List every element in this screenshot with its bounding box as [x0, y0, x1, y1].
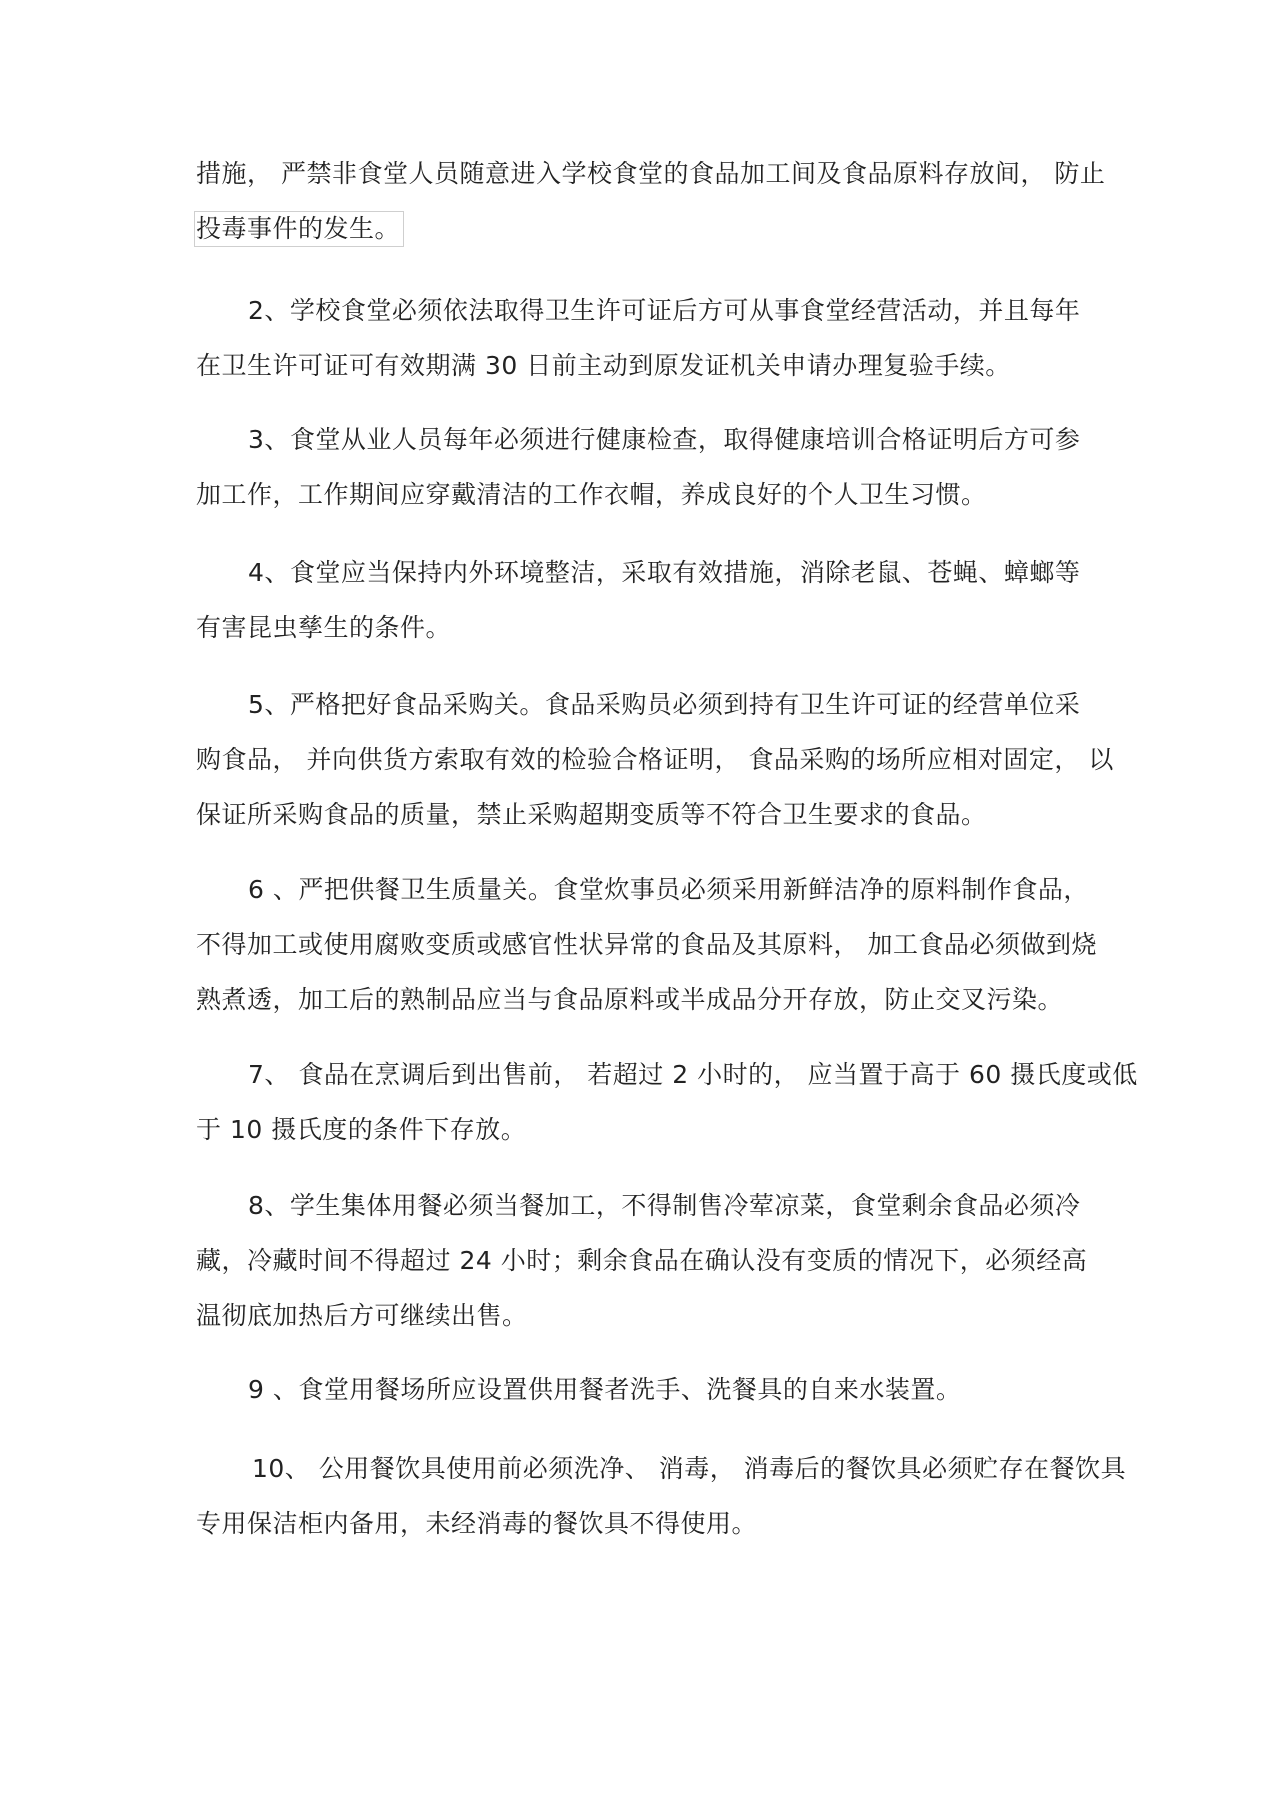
paragraph-item-4	[196, 545, 1096, 655]
paragraph-line: 温彻底加热后方可继续出售。	[196, 1301, 528, 1330]
paragraph-line: 措施， 严禁非食堂人员随意进入学校食堂的食品加工间及食品原料存放间， 防止	[196, 159, 1106, 188]
paragraph-line: 购食品， 并向供货方索取有效的检验合格证明， 食品采购的场所应相对固定， 以	[196, 745, 1114, 774]
paragraph-line: 藏，冷藏时间不得超过 24 小时；剩余食品在确认没有变质的情况下，必须经高	[196, 1246, 1088, 1275]
paragraph-intro-continuation	[196, 146, 1106, 256]
highlighted-text: 投毒事件的发生。	[194, 211, 404, 247]
paragraph-line: 有害昆虫孳生的条件。	[196, 613, 452, 642]
paragraph-item-8	[196, 1178, 1096, 1343]
paragraph-line: 10、 公用餐饮具使用前必须洗净、 消毒， 消毒后的餐饮具必须贮存在餐饮具	[252, 1454, 1127, 1483]
paragraph-line: 专用保洁柜内备用，未经消毒的餐饮具不得使用。	[196, 1509, 758, 1538]
paragraph-line: 7、 食品在烹调后到出售前， 若超过 2 小时的， 应当置于高于 60 摄氏度或低	[248, 1060, 1138, 1089]
paragraph-line: 2、学校食堂必须依法取得卫生许可证后方可从事食堂经营活动，并且每年	[248, 296, 1081, 325]
paragraph-item-6	[196, 862, 1096, 1027]
paragraph-item-9	[196, 1362, 1096, 1417]
paragraph-line: 8、学生集体用餐必须当餐加工，不得制售冷荤凉菜，食堂剩余食品必须冷	[248, 1191, 1081, 1220]
paragraph-line: 于 10 摄氏度的条件下存放。	[196, 1115, 527, 1144]
paragraph-line: 6 、严把供餐卫生质量关。食堂炊事员必须采用新鲜洁净的原料制作食品，	[248, 875, 1089, 904]
paragraph-line: 在卫生许可证可有效期满 30 日前主动到原发证机关申请办理复验手续。	[196, 351, 1011, 380]
paragraph-line: 4、食堂应当保持内外环境整洁，采取有效措施，消除老鼠、苍蝇、蟑螂等	[248, 558, 1081, 587]
paragraph-line: 不得加工或使用腐败变质或感官性状异常的食品及其原料， 加工食品必须做到烧	[196, 930, 1097, 959]
paragraph-item-3	[196, 412, 1096, 522]
paragraph-line: 熟煮透，加工后的熟制品应当与食品原料或半成品分开存放，防止交叉污染。	[196, 985, 1064, 1014]
paragraph-item-5	[196, 677, 1114, 842]
paragraph-item-2	[196, 283, 1096, 393]
paragraph-line: 保证所采购食品的质量，禁止采购超期变质等不符合卫生要求的食品。	[196, 800, 987, 829]
paragraph-line: 9 、食堂用餐场所应设置供用餐者洗手、洗餐具的自来水装置。	[248, 1375, 962, 1404]
paragraph-item-10	[196, 1441, 1127, 1551]
paragraph-item-7	[196, 1047, 1138, 1157]
paragraph-line: 3、食堂从业人员每年必须进行健康检查，取得健康培训合格证明后方可参	[248, 425, 1081, 454]
paragraph-line: 5、严格把好食品采购关。食品采购员必须到持有卫生许可证的经营单位采	[248, 690, 1081, 719]
paragraph-line: 加工作，工作期间应穿戴清洁的工作衣帽，养成良好的个人卫生习惯。	[196, 480, 987, 509]
